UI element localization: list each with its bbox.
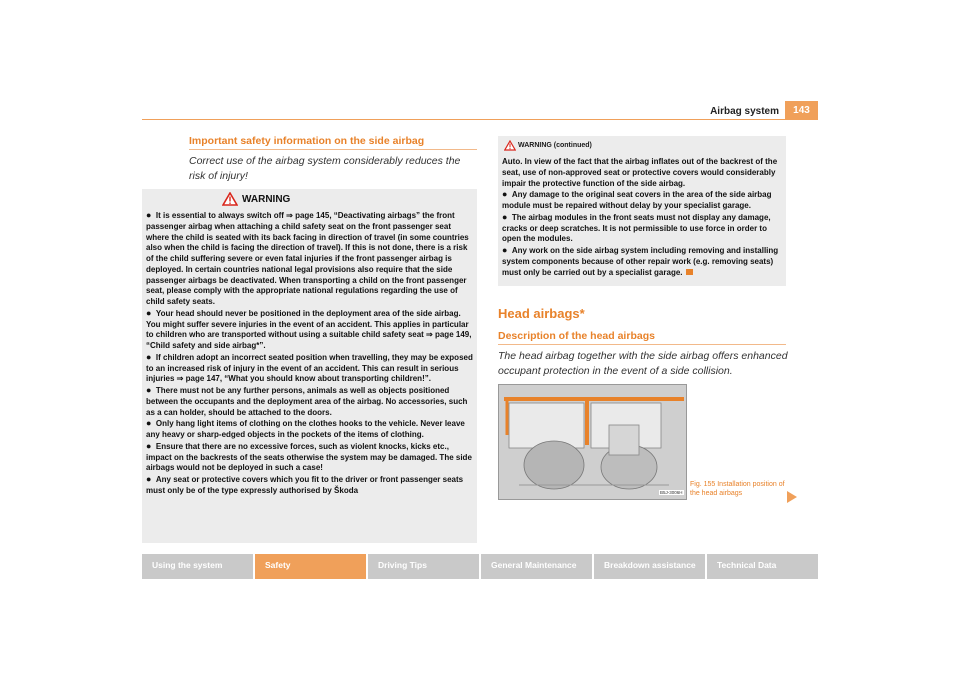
bullet-icon: ● [502,211,508,222]
tab-using-the-system[interactable]: Using the system [142,554,253,579]
running-header-title: Airbag system [710,106,779,117]
header-rule [142,119,818,120]
bullet-icon: ● [146,307,152,318]
bullet-icon: ● [146,210,152,220]
end-of-section-icon [686,269,693,275]
warning-bullet [502,245,784,278]
page-number: 143 [785,101,818,119]
bullet-text: Only hang light items of clothing on the clothes hooks to the vehicle. Never leave any heavy or sharp-edged objects in the pockets of the items of clothing. [146,419,465,439]
warning-bullet [146,418,474,441]
bullet-text: Any work on the side airbag system including removing and installing system components because of other repair work (e.g. removing seats) must only be carried out by a specialist garage. [502,246,779,277]
tab-technical-data[interactable]: Technical Data [707,554,818,579]
bullet-icon: ● [146,351,152,362]
bullet-text: The airbag modules in the front seats must not display any damage, cracks or deep scratches. It is not permissible to use force in order to open the modules. [502,212,771,244]
bullet-icon: ● [502,245,508,255]
warning-bullet [146,352,474,385]
subsection-intro: The head airbag together with the side airbag offers enhanced occupant protection in the event of a side collision. [498,350,788,377]
warning-bullet-list [146,210,474,497]
warning-header [222,192,238,211]
bullet-text: Any seat or protective covers which you fit to the driver or front passenger seats must only be of the type expressly authorised by Škoda [146,475,464,495]
next-page-arrow-icon[interactable] [787,491,797,503]
bullet-text: If children adopt an incorrect seated position when travelling, they may be exposed to an increased risk of injury in the event of an accident. This can result in serious injuries ⇒ page 147, “What you should know about transporting children!”. [146,352,473,384]
car-interior-illustration [499,385,686,499]
warning-bullet [146,474,474,497]
bullet-text: It is essential to always switch off ⇒ page 145, “Deactivating airbags” the front passenger airbag when attaching a child safety seat on the front passenger seat where the child is seated with its back facing in direction of travel (in some countries also when the child is facing the direction of travel). If this is not done, there is a risk of the child suffering severe or even fatal injuries if the front passenger airbag is deployed. In certain countries national legal provisions also require that the side passenger airbags be deactivated. When transporting a child on the front passenger seat, please comply with the appropriate national regulations regarding the use of child safety seats. [146,211,469,306]
subsection-heading-rule [498,344,786,345]
warning-box [142,189,477,543]
warning-bullet [146,385,474,418]
bullet-icon: ● [146,474,152,484]
bullet-text: Any damage to the original seat covers in the area of the side airbag module must be repaired without delay by your specialist garage. [502,190,772,210]
warning-bullet [502,189,784,212]
bullet-icon: ● [146,440,152,451]
warning-bullet [502,212,784,245]
subsection-heading: Description of the head airbags [498,330,655,342]
section-heading: Important safety information on the side airbag [189,135,425,147]
warning-triangle-icon [222,192,238,206]
warning-continued-body [502,157,784,278]
figure-code: B5J-3006H [660,490,683,495]
warning-triangle-icon [504,140,516,151]
warning-bullet [146,210,474,308]
warning-bullet [146,308,474,352]
section-intro: Correct use of the airbag system considerably reduces the risk of injury! [189,155,461,182]
warning-para: Auto. In view of the fact that the airbag inflates out of the backrest of the seat, use of non-approved seat or protective covers would considerably impair the protective function of the side airbag. [502,157,778,188]
section-heading-rule [189,149,477,150]
warning-title: WARNING [242,194,291,205]
tab-safety[interactable]: Safety [255,554,366,579]
bullet-text: Ensure that there are no excessive forces, such as violent knocks, kicks etc., impact on the backrests of the seats otherwise the system may be damaged. The side airbags would not be deployed in such a case! [146,441,472,473]
warning-continued-title: WARNING (continued) [518,142,592,149]
section-title: Head airbags* [498,306,585,321]
bullet-icon: ● [502,189,508,200]
tab-driving-tips[interactable]: Driving Tips [368,554,479,579]
figure-head-airbags [498,384,687,500]
warning-continued-box [498,136,786,286]
warning-bullet [146,441,474,474]
bullet-text: There must not be any further persons, animals as well as objects positioned between the occupants and the deployment area of the airbag. No accessories, such as a can holder, should be attached to the doors. [146,386,468,417]
bullet-icon: ● [146,418,152,429]
tab-general-maintenance[interactable]: General Maintenance [481,554,592,579]
bullet-icon: ● [146,385,152,395]
tab-breakdown-assistance[interactable]: Breakdown assistance [594,554,705,579]
figure-caption: Fig. 155 Installation position of the head airbags [690,481,785,497]
bullet-text: Your head should never be positioned in the deployment area of the side airbag. You might suffer severe injuries in the event of an accident. This applies in particular to children who are transported without using a suitable child safety seat ⇒ page 149, “Child safety and side airbag*”. [146,308,472,350]
